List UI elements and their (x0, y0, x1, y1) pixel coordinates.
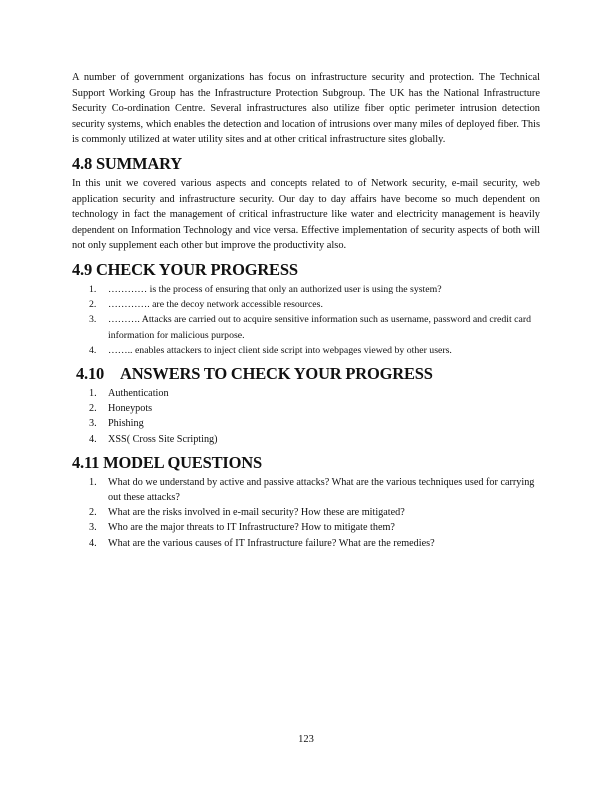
item-number: 2. (89, 403, 97, 415)
item-text: Honeypots (108, 403, 153, 415)
item-text: Who are the major threats to IT Infrastructure? How to mitigate them? (108, 522, 395, 534)
model-questions-heading: 4.11 MODEL QUESTIONS (72, 452, 262, 472)
item-number: 1. (89, 387, 97, 399)
list-item (72, 401, 540, 416)
list-item (72, 343, 540, 358)
item-text: ………… is the process of ensuring that only an authorized user is using the system? (108, 283, 442, 295)
item-number: 3. (89, 418, 97, 430)
list-item (72, 282, 540, 297)
list-item (72, 312, 540, 342)
item-number: 4. (89, 433, 97, 445)
check-progress-heading: 4.9 CHECK YOUR PROGRESS (72, 259, 298, 279)
item-text: …….. enables attackers to inject client side script into webpages viewed by other users. (108, 344, 452, 356)
summary-paragraph: In this unit we covered various aspects and concepts related to of Network security, e-mail security, web application security and infrastructure security. Our day to day affairs have become so much dependent on technology in fact the management of critical infrastructure like water and electricity management is heavily dependent on Information Technology and vice versa. Effective implementation of security aspects of both will not only supplement each other but improve the productivity also. (72, 177, 540, 252)
list-item (72, 505, 540, 520)
list-item (72, 520, 540, 535)
item-text: What do we understand by active and passive attacks? What are the various techniques used for carrying out these attacks? (108, 476, 535, 503)
check-progress-list (72, 282, 540, 358)
list-item (72, 297, 540, 312)
list-item (72, 536, 540, 551)
answers-list (72, 386, 540, 447)
item-text: Authentication (108, 387, 169, 399)
item-number: 1. (89, 283, 97, 295)
list-item (72, 432, 540, 447)
item-text: What are the various causes of IT Infrastructure failure? What are the remedies? (108, 537, 435, 549)
page-content (72, 70, 540, 551)
item-number: 3. (89, 314, 97, 326)
list-item (72, 416, 540, 431)
item-text: What are the risks involved in e-mail security? How these are mitigated? (108, 507, 405, 519)
list-item (72, 386, 540, 401)
list-item (72, 475, 540, 505)
item-number: 4. (89, 537, 97, 549)
answers-heading (76, 364, 540, 384)
item-text: XSS( Cross Site Scripting) (108, 433, 218, 445)
answers-heading-text: ANSWERS TO CHECK YOUR PROGRESS (120, 363, 433, 383)
item-text: ………. Attacks are carried out to acquire sensitive information such as username, password and credit card information for malicious purpose. (108, 314, 532, 341)
answers-heading-number: 4.10 (76, 363, 105, 383)
item-number: 2. (89, 299, 97, 311)
item-text: …………. are the decoy network accessible resources. (108, 299, 323, 311)
item-number: 3. (89, 522, 97, 534)
intro-paragraph: A number of government organizations has focus on infrastructure security and protection. The Technical Support Working Group has the Infrastructure Protection Subgroup. The UK has the National Infrastructure Security Co-ordination Centre. Several infrastructures also utilize fiber optic perimeter intrusion detection security systems, which enables the detection and location of intrusions over many miles of deployed fiber. This is commonly utilized at water utility sites and at other critical infrastructure sites globally. (72, 72, 540, 146)
page-number: 123 (298, 734, 314, 745)
item-number: 4. (89, 344, 97, 356)
model-questions-list (72, 475, 540, 551)
item-number: 2. (89, 507, 97, 519)
item-number: 1. (89, 476, 97, 488)
summary-heading: 4.8 SUMMARY (72, 153, 182, 173)
item-text: Phishing (108, 418, 144, 430)
